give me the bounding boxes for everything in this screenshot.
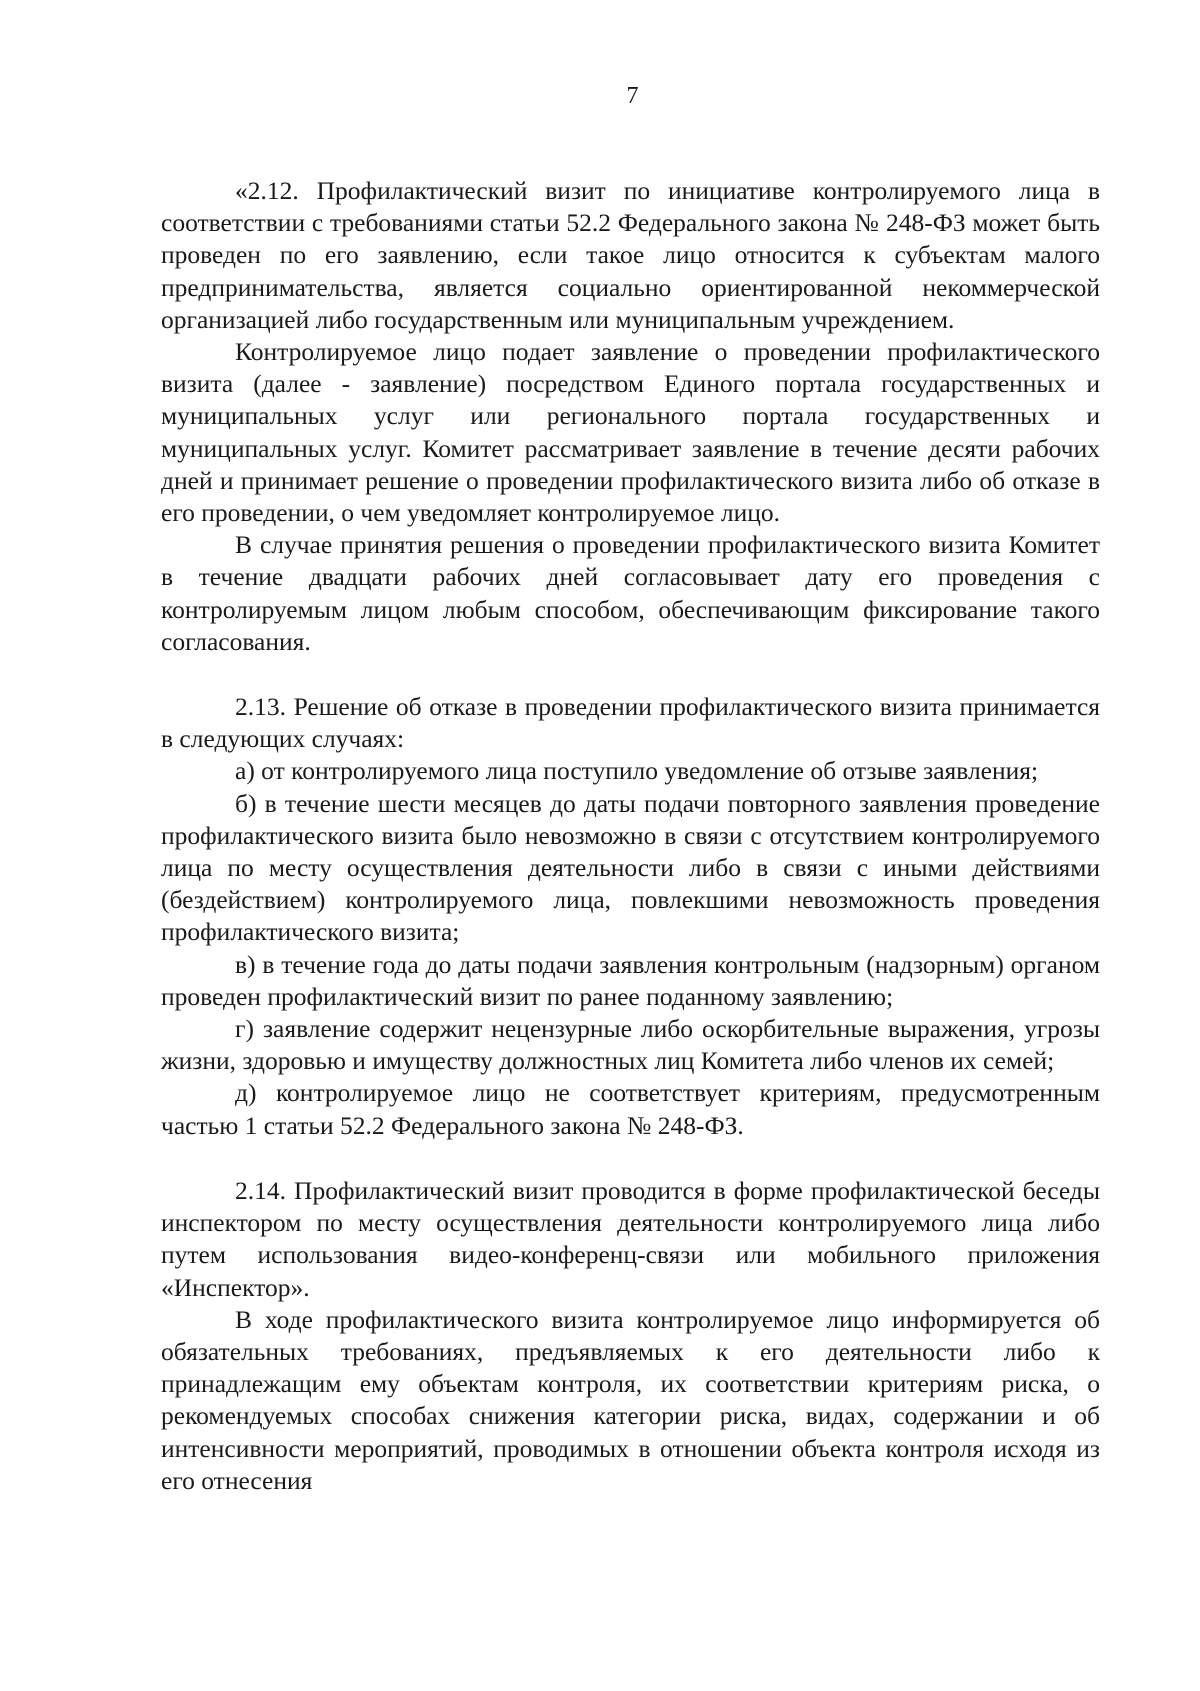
list-item-a: а) от контролируемого лица поступило уведомление об отзыве заявления; xyxy=(235,756,1039,786)
paragraph-2-13: 2.13. Решение об отказе в проведении профилактического визита принимается в следующих случаях: xyxy=(161,692,1100,754)
paragraph-visit-content: В ходе профилактического визита контролируемое лицо информируется об обязательных требованиях, предъявляемых к его деятельности либо к принадлежащим ему объектам контроля, их соответствии критериям риска, о рекомендуемых способах снижения категории риска, видах, содержании и об интенсивности мероприятий, проводимых в отношении объекта контроля исходя из его отнесения xyxy=(161,1304,1100,1495)
list-item-b: б) в течение шести месяцев до даты подачи повторного заявления проведение профилактического визита было невозможно в связи с отсутствием контролируемого лица по месту осуществления деятельности либо в связи с иными действиями (бездействием) контролируемого лица, повлекшими невозможность проведения профилактического визита; xyxy=(161,788,1100,947)
paragraph-application-submission: Контролируемое лицо подает заявление о проведении профилактического визита (далее - заявление) посредством Единого портала государственных и муниципальных услуг или регионального портала государственных и муниципальных услуг. Комитет рассматривает заявление в течение десяти рабочих дней и принимает решение о проведении профилактического визита либо об отказе в его проведении, о чем уведомляет контролируемое лицо. xyxy=(161,337,1100,528)
paragraph-2-14: 2.14. Профилактический визит проводится в форме профилактической беседы инспектором по месту осуществления деятельности контролируемого лица либо путем использования видео-конференц-связи или мобильного приложения «Инспектор». xyxy=(161,1175,1100,1302)
document-body xyxy=(161,175,1100,1497)
list-item-v: в) в течение года до даты подачи заявления контрольным (надзорным) органом проведен профилактический визит по ранее поданному заявлению; xyxy=(161,949,1100,1011)
paragraph-date-agreement: В случае принятия решения о проведении профилактического визита Комитет в течение двадцати рабочих дней согласовывает дату его проведения с контролируемым лицом любым способом, обеспечивающим фиксирование такого согласования. xyxy=(161,530,1100,656)
paragraph-2-12: «2.12. Профилактический визит по инициативе контролируемого лица в соответствии с требованиями статьи 52.2 Федерального закона № 248-ФЗ может быть проведен по его заявлению, если такое лицо относится к субъектам малого предпринимательства, является социально ориентированной некоммерческой организацией либо государственным или муниципальным учреждением. xyxy=(161,176,1100,334)
page-number: 7 xyxy=(626,83,639,109)
list-item-d: д) контролируемое лицо не соответствует критериям, предусмотренным частью 1 статьи 52.2 Федерального закона № 248-ФЗ. xyxy=(161,1078,1100,1140)
list-item-g: г) заявление содержит нецензурные либо оскорбительные выражения, угрозы жизни, здоровью и имуществу должностных лиц Комитета либо членов их семей; xyxy=(161,1014,1100,1076)
